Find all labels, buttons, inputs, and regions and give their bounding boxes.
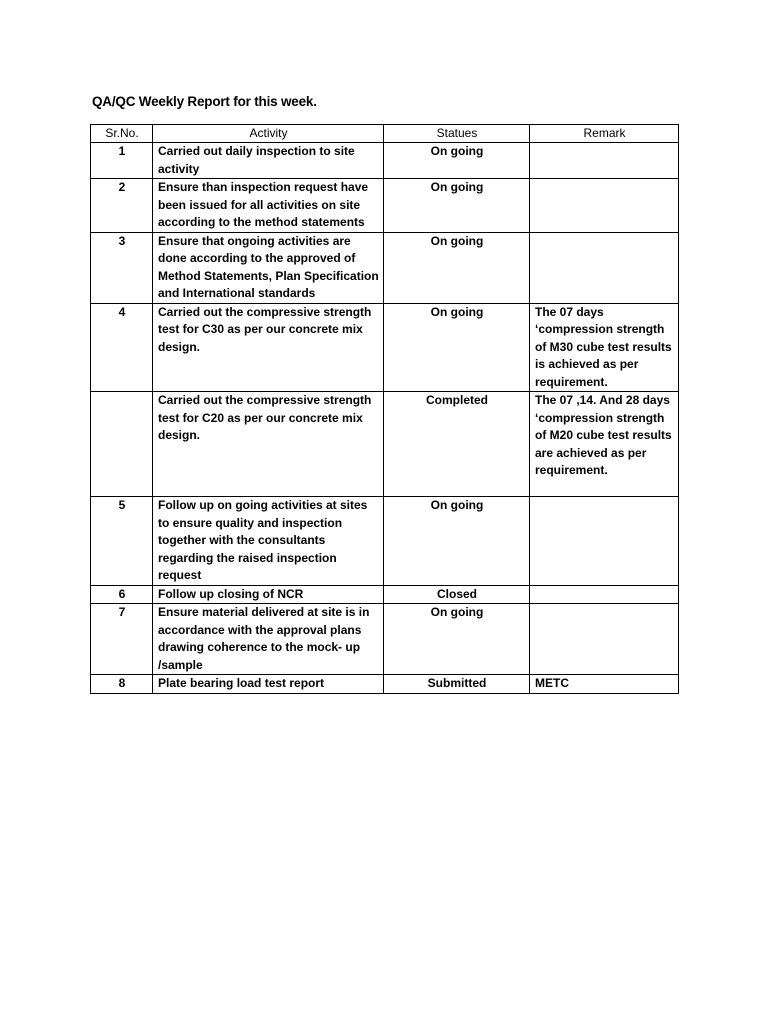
- header-activity: Activity: [153, 125, 384, 143]
- row-status: On going: [384, 232, 530, 303]
- row-sr-no: 3: [91, 232, 153, 303]
- row-status: Submitted: [384, 675, 530, 694]
- row-sr-no: 1: [91, 143, 153, 179]
- report-title: QA/QC Weekly Report for this week.: [92, 94, 317, 109]
- row-remark: [530, 585, 679, 604]
- table-row: [91, 585, 679, 604]
- row-activity: Follow up closing of NCR: [153, 585, 384, 604]
- row-sr-no: 5: [91, 497, 153, 586]
- row-activity: Ensure material delivered at site is in accordance with the approval plans drawing coherence to the mock- up /sample: [153, 604, 384, 675]
- row-status: On going: [384, 179, 530, 233]
- row-activity: Plate bearing load test report: [153, 675, 384, 694]
- table-row: [91, 143, 679, 179]
- row-status: Closed: [384, 585, 530, 604]
- row-remark: The 07 ,14. And 28 days ‘compression strength of M20 cube test results are achieved as per requirement.: [530, 392, 679, 497]
- table-row: [91, 497, 679, 586]
- row-sr-no: 2: [91, 179, 153, 233]
- row-sr-no: 7: [91, 604, 153, 675]
- header-sr-no: Sr.No.: [91, 125, 153, 143]
- table-row: [91, 392, 679, 497]
- row-remark: [530, 604, 679, 675]
- table-row: [91, 675, 679, 694]
- weekly-report-table: [90, 124, 679, 694]
- table-row: [91, 604, 679, 675]
- table-row: [91, 303, 679, 392]
- row-remark: [530, 232, 679, 303]
- table-row: [91, 179, 679, 233]
- row-remark: [530, 143, 679, 179]
- row-status: On going: [384, 604, 530, 675]
- row-sr-no: 4: [91, 303, 153, 392]
- row-remark: [530, 179, 679, 233]
- row-activity: Ensure that ongoing activities are done according to the approved of Method Statements, Plan Specification and International standards: [153, 232, 384, 303]
- row-status: On going: [384, 497, 530, 586]
- row-activity: Carried out the compressive strength test for C20 as per our concrete mix design.: [153, 392, 384, 497]
- row-remark: METC: [530, 675, 679, 694]
- row-status: Completed: [384, 392, 530, 497]
- row-status: On going: [384, 143, 530, 179]
- table-row: [91, 232, 679, 303]
- row-sr-no: 8: [91, 675, 153, 694]
- row-remark: The 07 days ‘compression strength of M30 cube test results is achieved as per requirement.: [530, 303, 679, 392]
- header-remark: Remark: [530, 125, 679, 143]
- row-activity: Carried out daily inspection to site activity: [153, 143, 384, 179]
- table-header-row: [91, 125, 679, 143]
- header-status: Statues: [384, 125, 530, 143]
- row-remark: [530, 497, 679, 586]
- row-sr-no: 6: [91, 585, 153, 604]
- row-status: On going: [384, 303, 530, 392]
- row-sr-no: [91, 392, 153, 497]
- row-activity: Ensure than inspection request have been issued for all activities on site according to the method statements: [153, 179, 384, 233]
- row-activity: Carried out the compressive strength test for C30 as per our concrete mix design.: [153, 303, 384, 392]
- row-activity: Follow up on going activities at sites to ensure quality and inspection together with the consultants regarding the raised inspection request: [153, 497, 384, 586]
